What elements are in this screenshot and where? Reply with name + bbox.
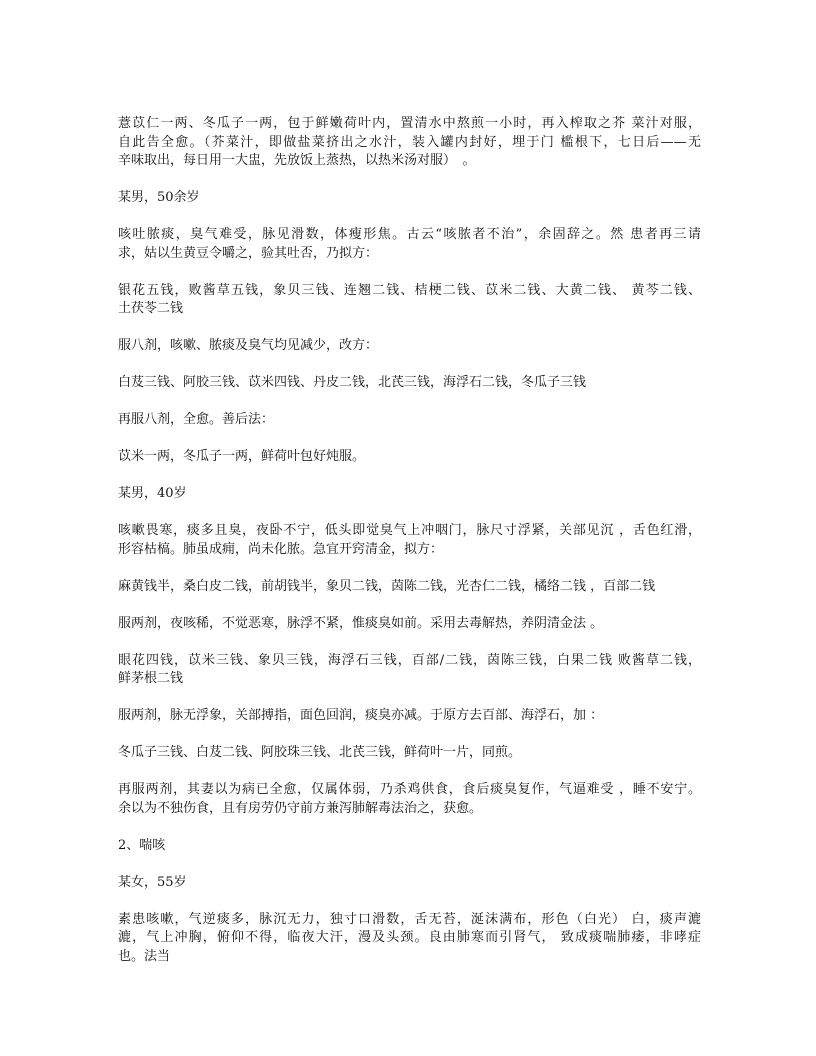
text-line: 土茯苓二钱	[118, 301, 184, 316]
text-line: 服八剂，咳嗽、脓痰及臭气均见减少，改方：	[118, 338, 379, 353]
text-line: 素患咳嗽，气逆痰多，脉沉无力，独寸口滑数，舌无苔，涎沫满布，形色（白光） 白，痰声漉	[118, 911, 701, 927]
text-line: 漉，气上冲胸，俯仰不得，临夜大汗，漫及头颈。良由肺寒而引肾气， 致成痰喘肺痿，非哮症	[118, 930, 701, 945]
prescription-paragraph	[118, 448, 701, 467]
prescription-paragraph	[118, 744, 701, 763]
text-line: 也。法当	[118, 948, 171, 964]
text-paragraph	[118, 337, 701, 356]
text-paragraph	[118, 115, 701, 171]
text-line: 服两剂，脉无浮象，关部搏指，面色回润，痰臭亦减。于原方去百部、海浮石，加 ：	[118, 708, 604, 723]
text-line: 白芨三钱、阿胶三钱、苡米四钱、丹皮二钱，北芪三钱，海浮石二钱，冬瓜子三钱	[118, 375, 587, 390]
text-paragraph	[118, 522, 701, 559]
text-paragraph	[118, 707, 701, 726]
prescription-paragraph	[118, 374, 701, 393]
case-heading-paragraph	[118, 874, 701, 893]
section-heading-paragraph	[118, 837, 701, 856]
text-line: 某男，40岁	[118, 486, 187, 501]
text-line: 服两剂，夜咳稀，不觉恶寒，脉浮不紧，惟痰臭如前。采用去毒解热，养阴清金法 。	[118, 615, 604, 631]
text-paragraph	[118, 411, 701, 430]
prescription-paragraph	[118, 282, 701, 319]
text-line: 2、喘咳	[118, 837, 166, 853]
case-heading-paragraph	[118, 485, 701, 504]
text-line: 余以为不独伤食，且有房劳仍守前方兼泻肺解毒法治之，获愈。	[118, 800, 483, 816]
text-line: 银花五钱，败酱草五钱，象贝三钱、连翘二钱、桔梗二钱、苡米二钱、大黄二钱、 黄芩二钱、	[118, 282, 701, 298]
text-line: 咳嗽畏寒，痰多且臭，夜卧不宁，低头即觉臭气上冲咽门，脉尺寸浮紧，关部见沉 ，舌色红滑，	[118, 523, 701, 538]
text-line: 某男，50余岁	[118, 190, 200, 205]
text-line: 再服两剂，其妻以为病已全愈，仅属体弱，乃杀鸡供食，食后痰臭复作，气逼难受 ，睡不安宁。	[118, 782, 701, 797]
text-line: 自此告全愈。（芥菜汁，即做盐菜挤出之水汁，装入罐内封好，埋于门 槛根下，七日后——无	[118, 134, 701, 150]
text-paragraph	[118, 615, 701, 634]
text-line: 再服八剂，全愈。善后法：	[118, 412, 275, 427]
text-line: 鲜茅根二钱	[118, 671, 184, 686]
text-line: 苡米一两，冬瓜子一两，鲜荷叶包好炖服。	[118, 449, 366, 464]
text-line: 眼花四钱，苡米三钱、象贝三钱，海浮石三钱，百部/二钱，茵陈三钱，白果二钱 败酱草二钱，	[118, 652, 701, 668]
text-line: 咳吐脓痰，臭气难受，脉见滑数，体瘦形焦。古云“咳脓者不治”，余固辞之。然 患者再三请	[118, 227, 701, 242]
prescription-paragraph	[118, 578, 701, 597]
text-line: 辛味取出，每日用一大盅，先放饭上蒸热，以热米汤对服） 。	[118, 153, 476, 168]
text-line: 某女，55岁	[118, 874, 187, 890]
text-line: 冬瓜子三钱、白芨二钱、阿胶珠三钱、北芪三钱，鲜荷叶一片，同煎。	[118, 745, 522, 760]
text-paragraph	[118, 226, 701, 263]
text-paragraph	[118, 911, 701, 967]
text-paragraph	[118, 781, 701, 818]
case-heading-paragraph	[118, 189, 701, 208]
text-line: 求，姑以生黄豆令嚼之，验其吐否，乃拟方：	[118, 245, 379, 261]
text-line: 麻黄钱半，桑白皮二钱，前胡钱半，象贝二钱，茵陈二钱，光杏仁二钱，橘络二钱 ，百部二钱	[118, 578, 656, 594]
document-body	[118, 115, 701, 985]
text-line: 形容枯槁。肺虽成痈，尚未化脓。急宜开窍清金，拟方：	[118, 541, 444, 557]
prescription-paragraph	[118, 652, 701, 689]
text-line: 薏苡仁一两、冬瓜子一两，包于鲜嫩荷叶内，置清水中熬煎一小时，再入榨取之芥 菜汁对服，	[118, 116, 701, 131]
